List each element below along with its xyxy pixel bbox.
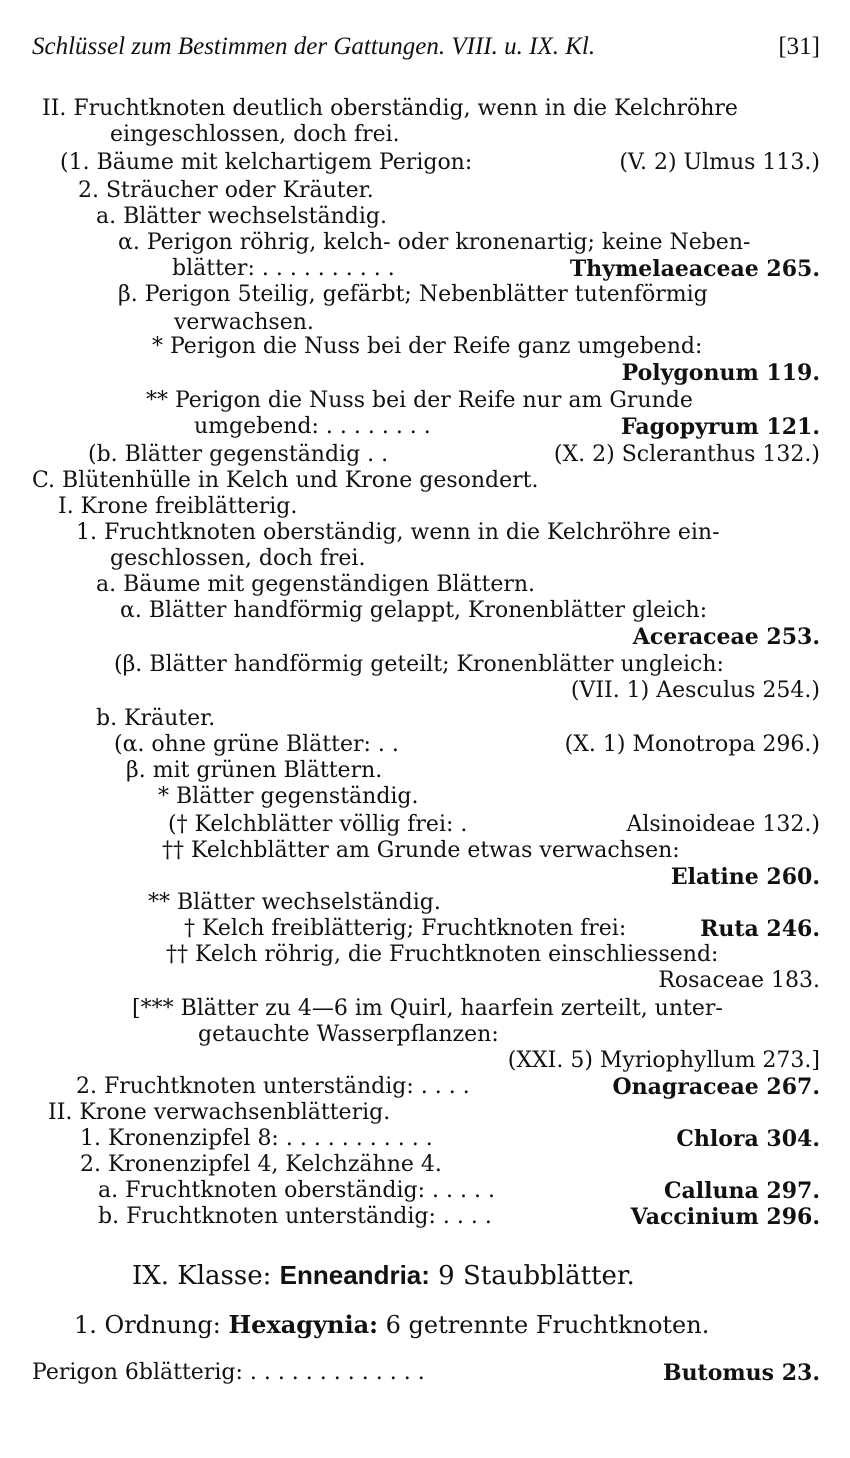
order-suffix: 6 getrennte Fruchtknoten.: [385, 1311, 710, 1339]
key-line-text: blätter: . . . . . . . . . .: [172, 256, 395, 281]
key-line-text: (1. Bäume mit kelchartigem Perigon:: [60, 150, 473, 175]
key-line-text: I. Krone freiblätterig.: [58, 494, 298, 519]
key-line-text: a. Bäume mit gegenständigen Blättern.: [96, 572, 536, 597]
key-line-text: a. Blätter wechselständig.: [96, 204, 387, 229]
key-line-reference: Rosaceae 183.: [658, 968, 820, 993]
final-entry: [32, 1360, 850, 1386]
key-line-reference: Onagraceae 267.: [612, 1074, 820, 1100]
key-line-text: verwachsen.: [174, 310, 314, 335]
key-line-reference: Elatine 260.: [670, 864, 820, 890]
key-line-text: †† Kelchblätter am Grunde etwas verwachsen:: [162, 838, 680, 863]
key-line-text: II. Krone verwachsenblätterig.: [48, 1100, 391, 1125]
final-entry-ref: Butomus 23.: [662, 1360, 820, 1386]
key-line-text: β. mit grünen Blättern.: [126, 758, 383, 783]
key-line-reference: Aceraceae 253.: [632, 624, 820, 650]
key-line-text: 1. Kronenzipfel 8: . . . . . . . . . . .: [80, 1126, 433, 1151]
order-prefix: 1. Ordnung:: [74, 1311, 221, 1339]
key-line-text: umgebend: . . . . . . . .: [194, 414, 431, 439]
key-line-text: †† Kelch röhrig, die Fruchtknoten einschliessend:: [166, 942, 719, 967]
key-line-text: ** Blätter wechselständig.: [148, 890, 441, 915]
key-line-text: * Blätter gegenständig.: [158, 784, 419, 809]
class-heading: [132, 1262, 850, 1289]
key-line-reference: (X. 2) Scleranthus 132.): [553, 442, 820, 467]
page-number: [31]: [778, 33, 820, 60]
order-heading: [74, 1312, 850, 1338]
key-line-text: eingeschlossen, doch frei.: [110, 122, 400, 147]
class-name: Enneandria:: [279, 1260, 430, 1290]
key-line-reference: (VII. 1) Aesculus 254.): [570, 678, 820, 703]
key-line-text: † Kelch freiblätterig; Fruchtknoten frei:: [184, 916, 627, 941]
key-line-reference: (V. 2) Ulmus 113.): [619, 150, 820, 175]
key-line-reference: Polygonum 119.: [621, 360, 820, 386]
key-line-text: (α. ohne grüne Blätter: . .: [114, 732, 399, 757]
key-line-text: b. Kräuter.: [96, 706, 216, 731]
key-line-text: 2. Kronenzipfel 4, Kelchzähne 4.: [80, 1152, 442, 1177]
key-line-text: a. Fruchtknoten oberständig: . . . . .: [98, 1178, 495, 1203]
key-line-text: * Perigon die Nuss bei der Reife ganz umgebend:: [152, 334, 703, 359]
final-entry-text: Perigon 6blätterig: . . . . . . . . . . . . .: [32, 1360, 425, 1385]
order-name: Hexagynia:: [228, 1310, 379, 1339]
key-line-reference: Calluna 297.: [664, 1178, 820, 1204]
key-line-reference: Thymelaeaceae 265.: [569, 256, 820, 282]
class-prefix: IX. Klasse:: [132, 1261, 272, 1291]
key-line-reference: Vaccinium 296.: [630, 1204, 820, 1230]
key-line-text: α. Perigon röhrig, kelch- oder kronenartig; keine Neben-: [118, 230, 751, 255]
key-line-text: β. Perigon 5teilig, gefärbt; Nebenblätter tutenförmig: [118, 282, 708, 307]
key-line-text: α. Blätter handförmig gelappt, Kronenblätter gleich:: [120, 598, 708, 623]
key-line-reference: (X. 1) Monotropa 296.): [564, 732, 820, 757]
key-line-reference: Fagopyrum 121.: [621, 414, 820, 440]
key-line-text: ** Perigon die Nuss bei der Reife nur am Grunde: [146, 388, 693, 413]
key-line-reference: Ruta 246.: [700, 916, 820, 942]
header-title: Schlüssel zum Bestimmen der Gattungen. VIII. u. IX. Kl.: [32, 33, 596, 60]
key-line-text: b. Fruchtknoten unterständig: . . . .: [98, 1204, 492, 1229]
running-header: [32, 34, 850, 60]
key-line-text: 2. Sträucher oder Kräuter.: [78, 178, 374, 203]
key-line-text: 2. Fruchtknoten unterständig: . . . .: [76, 1074, 470, 1099]
key-line-text: († Kelchblätter völlig frei: .: [168, 812, 468, 837]
key-line-text: (β. Blätter handförmig geteilt; Kronenblätter ungleich:: [114, 652, 724, 677]
key-line-text: 1. Fruchtknoten oberständig, wenn in die Kelchröhre ein-: [76, 520, 720, 545]
class-suffix: 9 Staubblätter.: [438, 1261, 635, 1291]
key-line-reference: (XXI. 5) Myriophyllum 273.]: [507, 1048, 820, 1073]
key-line-text: geschlossen, doch frei.: [110, 546, 366, 571]
key-line-text: [*** Blätter zu 4—6 im Quirl, haarfein zerteilt, unter-: [132, 996, 723, 1021]
key-line-reference: Alsinoideae 132.): [626, 812, 820, 837]
key-line-text: getauchte Wasserpflanzen:: [198, 1022, 499, 1047]
key-line-reference: Chlora 304.: [676, 1126, 820, 1152]
key-line-text: C. Blütenhülle in Kelch und Krone gesondert.: [32, 468, 539, 493]
key-line-text: (b. Blätter gegenständig . .: [88, 442, 389, 467]
key-line-text: II. Fruchtknoten deutlich oberständig, wenn in die Kelchröhre: [42, 96, 738, 121]
